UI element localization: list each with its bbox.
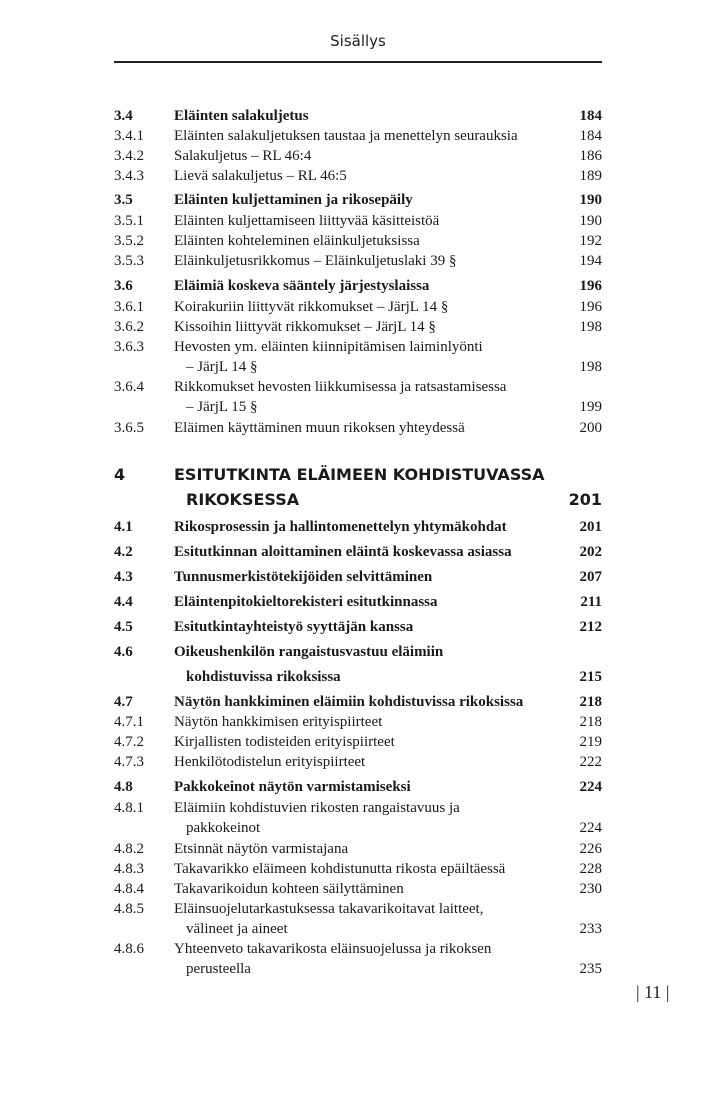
entry-title: Eläinten kuljettamiseen liittyvää käsitteistöä [174,213,440,229]
entry-number: 3.4.2 [114,148,144,164]
entry-title: Näytön hankkiminen eläimiin kohdistuvissa rikoksissa [174,694,524,710]
entry-number: 4.8.6 [114,941,144,957]
entry-page: 222 [579,754,602,770]
entry-page: 230 [579,881,602,897]
entry-page: 201 [579,519,602,535]
entry-title: Tunnusmerkistötekijöiden selvittäminen [174,569,433,585]
entry-number: 3.4.3 [114,168,144,184]
entry-page: 192 [579,233,602,249]
entry-page: 215 [579,669,602,685]
entry-title: Eläimiin kohdistuvien rikosten rangaistavuus ja [174,800,460,816]
entry-title-continued: perusteella [186,961,251,977]
entry-page: 189 [579,168,602,184]
entry-title: Esitutkintayhteistyö syyttäjän kanssa [174,619,414,635]
entry-number: 4 [114,465,126,484]
header-rule [114,61,602,63]
entry-page: 233 [579,921,602,937]
entry-page: 201 [568,490,602,509]
entry-page: 202 [579,544,602,560]
entry-page: 224 [579,779,602,795]
entry-number: 3.5.3 [114,253,144,269]
entry-number: 4.8.1 [114,800,144,816]
entry-number: 3.4 [114,108,133,124]
entry-page: 211 [580,594,602,610]
entry-number: 4.3 [114,569,133,585]
entry-title-continued: RIKOKSESSA [186,490,300,509]
entry-title: Eläinten kuljettaminen ja rikosepäily [174,192,413,208]
entry-number: 4.4 [114,594,133,610]
entry-title: Takavarikko eläimeen kohdistunutta rikosta epäiltäessä [174,861,506,877]
entry-page: 224 [579,820,602,836]
running-header: Sisällys [330,32,386,50]
entry-title: Lievä salakuljetus – RL 46:5 [174,168,347,184]
entry-page: 200 [579,420,602,436]
entry-number: 4.8 [114,779,133,795]
entry-title: Henkilötodistelun erityispiirteet [174,754,366,770]
entry-number: 4.1 [114,519,133,535]
entry-number: 4.7.1 [114,714,144,730]
entry-title: Oikeushenkilön rangaistusvastuu eläimiin [174,644,444,660]
entry-title: Takavarikoidun kohteen säilyttäminen [174,881,404,897]
entry-title: Eläinten kohteleminen eläinkuljetuksissa [174,233,420,249]
entry-number: 3.6.4 [114,379,144,395]
entry-number: 3.6.1 [114,299,144,315]
entry-page: 198 [579,359,602,375]
toc-entry[interactable] [114,799,602,839]
entry-number: 4.5 [114,619,133,635]
entry-title: Kirjallisten todisteiden erityispiirteet [174,734,395,750]
entry-page: 190 [579,192,602,208]
entry-page: 186 [579,148,602,164]
entry-number: 3.5.1 [114,213,144,229]
entry-title: Näytön hankkimisen erityispiirteet [174,714,383,730]
entry-title: Eläintenpitokieltorekisteri esitutkinnassa [174,594,438,610]
entry-title: Eläinten salakuljetuksen taustaa ja menettelyn seurauksia [174,128,518,144]
entry-number: 4.2 [114,544,133,560]
entry-title: Etsinnät näytön varmistajana [174,841,349,857]
toc-entry-chapter[interactable] [114,463,602,513]
entry-number: 4.7 [114,694,133,710]
entry-page: 218 [579,694,602,710]
entry-title-continued: kohdistuvissa rikoksissa [186,669,341,685]
entry-title: Eläinten salakuljetus [174,108,309,124]
entry-page: 199 [579,399,602,415]
entry-page: 218 [579,714,602,730]
toc-entry[interactable] [114,338,602,378]
entry-page: 196 [579,278,602,294]
entry-number: 4.8.2 [114,841,144,857]
entry-page: 207 [579,569,602,585]
entry-title: Salakuljetus – RL 46:4 [174,148,312,164]
entry-title: Pakkokeinot näytön varmistamiseksi [174,779,411,795]
entry-page: 212 [579,619,602,635]
entry-title: Rikkomukset hevosten liikkumisessa ja ratsastamisessa [174,379,507,395]
entry-title-continued: pakkokeinot [186,820,261,836]
entry-number: 3.5.2 [114,233,144,249]
entry-page: 198 [579,319,602,335]
entry-title: Eläinsuojelutarkastuksessa takavarikoitavat laitteet, [174,901,484,917]
entry-number: 3.6 [114,278,133,294]
entry-title: Eläimiä koskeva sääntely järjestyslaissa [174,278,430,294]
entry-title: Koirakuriin liittyvät rikkomukset – JärjL 14 § [174,299,449,315]
entry-number: 3.4.1 [114,128,144,144]
entry-page: 235 [579,961,602,977]
entry-number: 4.8.3 [114,861,144,877]
entry-title-continued: – JärjL 15 § [186,399,258,415]
entry-title: ESITUTKINTA ELÄIMEEN KOHDISTUVASSA [174,465,545,484]
entry-title: Hevosten ym. eläinten kiinnipitämisen laiminlyönti [174,339,483,355]
entry-page: 196 [579,299,602,315]
entry-title: Esitutkinnan aloittaminen eläintä koskevassa asiassa [174,544,512,560]
entry-title: Yhteenveto takavarikosta eläinsuojelussa ja rikoksen [174,941,492,957]
entry-title: Eläimen käyttäminen muun rikoksen yhteydessä [174,420,465,436]
entry-page: 190 [579,213,602,229]
toc-entry-section[interactable] [114,643,602,687]
entry-page: 194 [579,253,602,269]
entry-number: 4.8.4 [114,881,144,897]
entry-page: 184 [579,108,602,124]
toc-entry[interactable] [114,378,602,418]
entry-number: 3.5 [114,192,133,208]
entry-title: Eläinkuljetusrikkomus – Eläinkuljetuslaki 39 § [174,253,457,269]
toc-entry[interactable] [114,940,602,980]
entry-number: 3.6.5 [114,420,144,436]
entry-number: 4.7.2 [114,734,144,750]
entry-number: 3.6.3 [114,339,144,355]
entry-page: 228 [579,861,602,877]
entry-number: 4.8.5 [114,901,144,917]
entry-page: 219 [579,734,602,750]
toc-entry[interactable] [114,900,602,940]
entry-page: 184 [579,128,602,144]
page-number: | 11 | [636,982,670,1002]
entry-title-continued: välineet ja aineet [186,921,288,937]
entry-number: 4.6 [114,644,133,660]
entry-page: 226 [579,841,602,857]
entry-title: Rikosprosessin ja hallintomenettelyn yhtymäkohdat [174,519,507,535]
entry-number: 4.7.3 [114,754,144,770]
entry-number: 3.6.2 [114,319,144,335]
entry-title-continued: – JärjL 14 § [186,359,258,375]
entry-title: Kissoihin liittyvät rikkomukset – JärjL 14 § [174,319,436,335]
